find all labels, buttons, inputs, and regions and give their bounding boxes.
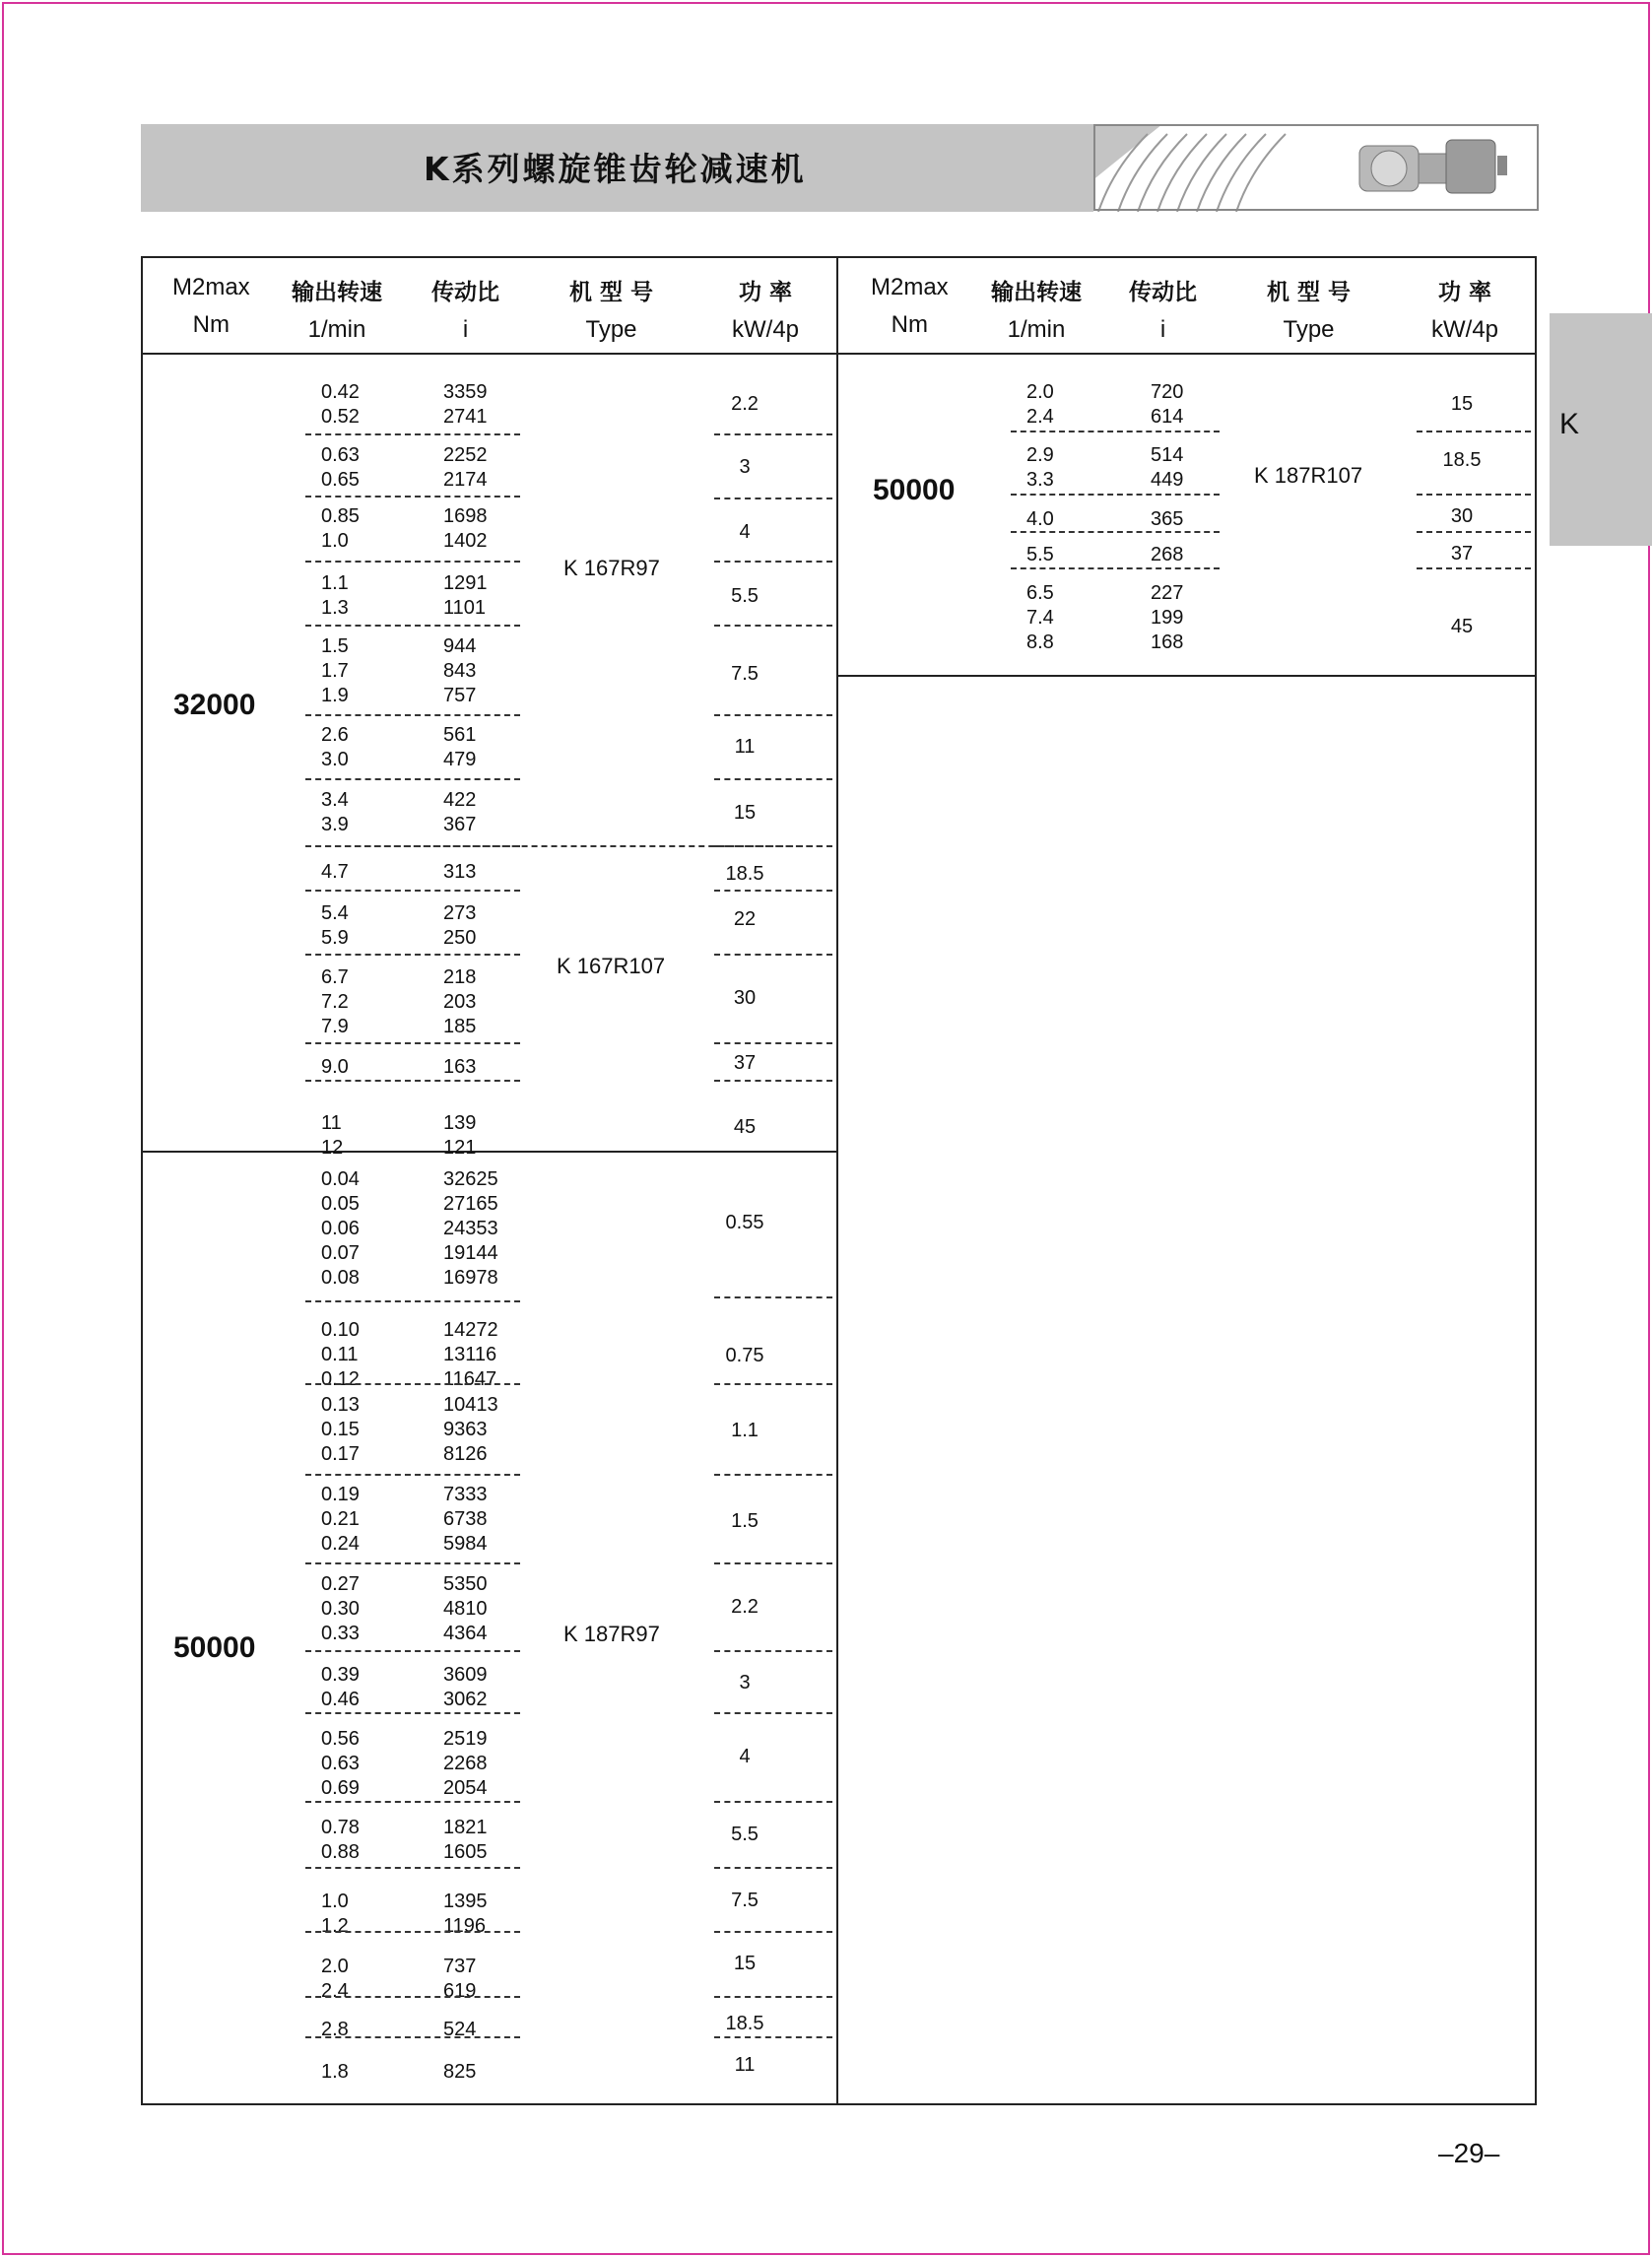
output-speed-cell: 1.5 1.7 1.9: [321, 635, 349, 706]
power-cell: 0.75: [725, 1345, 764, 1366]
row-separator: [305, 1801, 520, 1803]
header-speed: 输出转速 1/min: [292, 280, 382, 343]
output-speed-cell: 0.39 0.46: [321, 1664, 360, 1710]
ratio-cell: 32625 27165 24353 19144 16978: [443, 1168, 498, 1289]
row-separator: [714, 1650, 832, 1652]
row-separator: [305, 1712, 520, 1714]
row-separator: [305, 1650, 520, 1652]
torque-value: 50000: [873, 474, 956, 506]
ratio-cell: 218 203 185: [443, 966, 477, 1037]
output-speed-cell: 1.8: [321, 2061, 349, 2083]
column-divider: [836, 256, 838, 2105]
output-speed-cell: 0.10 0.11 0.12: [321, 1319, 360, 1390]
power-cell: 7.5: [731, 663, 759, 685]
ratio-cell: 7333 6738 5984: [443, 1484, 488, 1555]
row-separator: [305, 496, 520, 498]
model-type: K 167R107: [557, 954, 666, 978]
group-rule-right: [836, 675, 1537, 677]
header-type: 机 型 号 Type: [1267, 280, 1352, 343]
power-cell: 45: [733, 1116, 757, 1138]
row-separator: [305, 1474, 520, 1476]
power-cell: 1.5: [731, 1510, 759, 1532]
row-separator: [305, 778, 520, 780]
row-separator: [305, 1042, 520, 1044]
torque-value: 32000: [173, 689, 256, 721]
header-torque: M2max Nm: [172, 274, 250, 338]
power-cell: 15: [733, 1953, 757, 1974]
power-cell: 1.1: [731, 1420, 759, 1441]
row-separator: [305, 1996, 520, 1998]
power-cell: 22: [733, 908, 757, 930]
ratio-cell: 163: [443, 1056, 477, 1078]
row-separator: [714, 2036, 832, 2038]
ratio-cell: 365: [1151, 508, 1184, 530]
row-separator: [305, 890, 520, 892]
output-speed-cell: 4.7: [321, 861, 349, 883]
power-cell: 15: [733, 802, 757, 824]
output-speed-cell: 0.42 0.52: [321, 381, 360, 428]
power-cell: 18.5: [1442, 449, 1482, 471]
ratio-cell: 524: [443, 2019, 477, 2040]
power-cell: 5.5: [731, 1824, 759, 1845]
row-separator: [714, 1080, 832, 1082]
power-cell: 18.5: [725, 863, 764, 885]
row-separator: [305, 625, 520, 627]
output-speed-cell: 0.13 0.15 0.17: [321, 1394, 360, 1465]
row-separator: [305, 1080, 520, 1082]
group-rule-left: [141, 1151, 838, 1153]
power-cell: 30: [1450, 505, 1474, 527]
ratio-cell: 313: [443, 861, 477, 883]
output-speed-cell: 6.5 7.4 8.8: [1026, 582, 1054, 653]
row-separator: [305, 1931, 520, 1933]
ratio-cell: 273 250: [443, 902, 477, 949]
power-cell: 2.2: [731, 393, 759, 415]
page-number: –29–: [1438, 2138, 1500, 2168]
ratio-cell: 514 449: [1151, 444, 1184, 491]
row-separator: [305, 433, 520, 435]
torque-value: 50000: [173, 1631, 256, 1664]
header-power: 功 率 kW/4p: [732, 280, 800, 343]
ratio-cell: 1821 1605: [443, 1817, 488, 1863]
power-cell: 11: [734, 736, 756, 758]
header-type: 机 型 号 Type: [569, 280, 654, 343]
power-cell: 45: [1450, 616, 1474, 637]
row-separator: [714, 1562, 832, 1564]
output-speed-cell: 0.78 0.88: [321, 1817, 360, 1863]
ratio-cell: 139 121: [443, 1112, 477, 1159]
output-speed-cell: 2.0 2.4: [321, 1956, 349, 2002]
row-separator: [305, 1300, 520, 1302]
output-speed-cell: 6.7 7.2 7.9: [321, 966, 349, 1037]
row-separator: [1011, 531, 1220, 533]
row-separator: [1011, 567, 1220, 569]
model-type: K 187R97: [563, 1622, 660, 1646]
output-speed-cell: 0.27 0.30 0.33: [321, 1573, 360, 1644]
output-speed-cell: 1.0 1.2: [321, 1891, 349, 1937]
ratio-cell: 2252 2174: [443, 444, 488, 491]
model-type: K 187R107: [1254, 463, 1363, 488]
header-torque: M2max Nm: [871, 274, 949, 338]
output-speed-cell: 4.0: [1026, 508, 1054, 530]
row-separator: [714, 433, 832, 435]
row-separator: [714, 625, 832, 627]
row-separator: [1417, 431, 1531, 432]
power-cell: 18.5: [725, 2013, 764, 2034]
output-speed-cell: 3.4 3.9: [321, 789, 349, 835]
power-cell: 2.2: [731, 1596, 759, 1618]
ratio-cell: 14272 13116 11647: [443, 1319, 498, 1390]
group-separator: [305, 845, 832, 847]
output-speed-cell: 11 12: [321, 1112, 344, 1159]
ratio-cell: 3609 3062: [443, 1664, 488, 1710]
row-separator: [305, 561, 520, 563]
header-ratio: 传动比 i: [431, 280, 499, 343]
row-separator: [305, 954, 520, 956]
ratio-cell: 737 619: [443, 1956, 477, 2002]
ratio-cell: 1698 1402: [443, 505, 488, 552]
output-speed-cell: 2.9 3.3: [1026, 444, 1054, 491]
output-speed-cell: 2.8: [321, 2019, 349, 2040]
row-separator: [714, 714, 832, 716]
row-separator: [714, 1712, 832, 1714]
ratio-cell: 227 199 168: [1151, 582, 1184, 653]
row-separator: [714, 1042, 832, 1044]
power-cell: 37: [733, 1052, 757, 1074]
power-cell: 30: [733, 987, 757, 1009]
row-separator: [714, 778, 832, 780]
output-speed-cell: 0.85 1.0: [321, 505, 360, 552]
ratio-cell: 3359 2741: [443, 381, 488, 428]
row-separator: [714, 954, 832, 956]
ratio-cell: 944 843 757: [443, 635, 477, 706]
output-speed-cell: 0.04 0.05 0.06 0.07 0.08: [321, 1168, 360, 1289]
output-speed-cell: 0.19 0.21 0.24: [321, 1484, 360, 1555]
power-cell: 5.5: [731, 585, 759, 607]
power-cell: 7.5: [731, 1890, 759, 1911]
ratio-cell: 422 367: [443, 789, 477, 835]
gear-reducer-illustration: [1093, 124, 1540, 212]
row-separator: [714, 890, 832, 892]
row-separator: [1011, 494, 1220, 496]
row-separator: [714, 1996, 832, 1998]
row-separator: [714, 1383, 832, 1385]
header-ratio: 传动比 i: [1129, 280, 1197, 343]
ratio-cell: 720 614: [1151, 381, 1184, 428]
row-separator: [714, 1931, 832, 1933]
ratio-cell: 268: [1151, 544, 1184, 565]
output-speed-cell: 1.1 1.3: [321, 572, 349, 619]
row-separator: [1417, 494, 1531, 496]
row-separator: [305, 1383, 520, 1385]
model-type: K 167R97: [563, 556, 660, 580]
row-separator: [714, 1474, 832, 1476]
power-cell: 37: [1450, 543, 1474, 564]
ratio-cell: 1395 1196: [443, 1891, 488, 1937]
output-speed-cell: 9.0: [321, 1056, 349, 1078]
row-separator: [714, 561, 832, 563]
ratio-cell: 1291 1101: [443, 572, 488, 619]
row-separator: [714, 498, 832, 499]
row-separator: [1417, 567, 1531, 569]
ratio-cell: 561 479: [443, 724, 477, 770]
row-separator: [1011, 431, 1220, 432]
header-speed: 输出转速 1/min: [991, 280, 1082, 343]
power-cell: 4: [739, 1746, 751, 1767]
output-speed-cell: 0.63 0.65: [321, 444, 360, 491]
power-cell: 4: [739, 521, 751, 543]
row-separator: [305, 714, 520, 716]
row-separator: [305, 1867, 520, 1869]
output-speed-cell: 0.56 0.63 0.69: [321, 1728, 360, 1799]
output-speed-cell: 2.0 2.4: [1026, 381, 1054, 428]
ratio-cell: 5350 4810 4364: [443, 1573, 488, 1644]
page-title: K系列螺旋锥齿轮减速机: [424, 150, 807, 188]
output-speed-cell: 5.4 5.9: [321, 902, 349, 949]
header-rule: [141, 353, 1537, 355]
power-cell: 15: [1450, 393, 1474, 415]
power-cell: 11: [734, 2054, 756, 2076]
power-cell: 0.55: [725, 1212, 764, 1233]
output-speed-cell: 2.6 3.0: [321, 724, 349, 770]
power-cell: 3: [739, 456, 751, 478]
row-separator: [305, 1562, 520, 1564]
ratio-cell: 10413 9363 8126: [443, 1394, 498, 1465]
row-separator: [714, 1867, 832, 1869]
row-separator: [714, 1296, 832, 1298]
row-separator: [714, 1801, 832, 1803]
ratio-cell: 2519 2268 2054: [443, 1728, 488, 1799]
power-cell: 3: [739, 1672, 751, 1693]
header-power: 功 率 kW/4p: [1431, 280, 1499, 343]
row-separator: [1417, 531, 1531, 533]
section-tab-k: K: [1550, 313, 1652, 546]
output-speed-cell: 5.5: [1026, 544, 1054, 565]
ratio-cell: 825: [443, 2061, 477, 2083]
row-separator: [305, 2036, 520, 2038]
